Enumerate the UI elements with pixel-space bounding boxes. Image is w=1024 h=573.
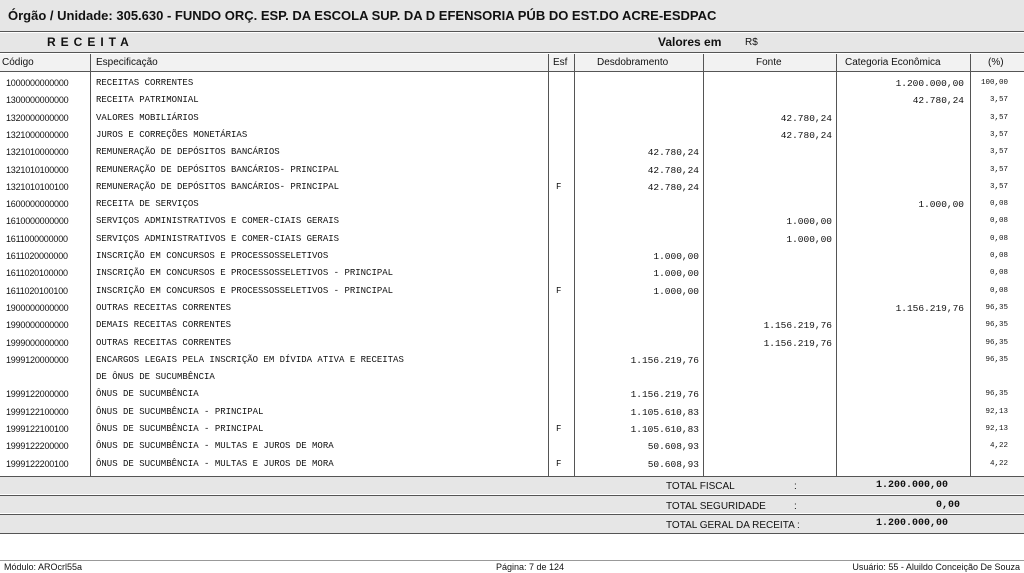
row-especificacao: RECEITA PATRIMONIAL [96,95,199,106]
row-pct: 4,22 [989,442,1008,451]
row-desdobramento: 50.608,93 [647,441,699,453]
row-pct: 0,08 [989,234,1008,243]
row-desdobramento: 42.780,24 [647,164,699,176]
row-desdobramento: 1.000,00 [653,285,699,297]
total-geral-value: 1.200.000,00 [876,518,949,529]
row-especificacao: REMUNERAÇÃO DE DEPÓSITOS BANCÁRIOS [96,147,280,158]
title-prefix: Órgão / Unidade: [8,8,113,23]
row-desdobramento: 42.780,24 [647,181,699,193]
total-seguridade-colon: : [794,501,797,512]
row-especificacao: SERVIÇOS ADMINISTRATIVOS E COMER-CIAIS GERAIS [96,233,340,244]
valores-label: Valores em [658,35,722,49]
row-especificacao: ÔNUS DE SUCUMBÊNCIA [96,389,199,400]
table-row [0,438,1024,455]
table-row [0,162,1024,179]
table-row [0,92,1024,109]
footer-pagina: Página: 7 de 124 [496,562,565,572]
total-fiscal-bar [0,476,1024,494]
table-row [0,75,1024,92]
column-header-codigo: Código [2,57,34,68]
row-code: 1999122000000 [6,389,69,400]
row-especificacao: REMUNERAÇÃO DE DEPÓSITOS BANCÁRIOS- PRINCIPAL [96,181,340,192]
row-desdobramento: 42.780,24 [647,147,699,159]
row-especificacao: INSCRIÇÃO EM CONCURSOS E PROCESSOSSELETIVOS - PRINCIPAL [96,285,394,296]
row-fonte: 1.156.219,76 [763,337,832,349]
row-especificacao: ÔNUS DE SUCUMBÊNCIA - MULTAS E JUROS DE MORA [96,441,334,452]
row-especificacao: INSCRIÇÃO EM CONCURSOS E PROCESSOSSELETIVOS - PRINCIPAL [96,268,394,279]
row-desdobramento: 1.105.610,83 [630,406,699,418]
row-code: 1000000000000 [6,78,69,88]
table-row [0,283,1024,300]
row-esf: F [556,458,562,469]
table-row [0,300,1024,317]
row-especificacao: JUROS E CORREÇÕES MONETÁRIAS [96,129,248,140]
row-code: 1900000000000 [6,302,69,313]
total-geral-bar [0,514,1024,534]
table-row [0,110,1024,127]
row-especificacao: DEMAIS RECEITAS CORRENTES [96,320,232,331]
row-code: 1990000000000 [6,320,69,331]
column-header-categoria: Categoria Econômica [845,57,941,68]
row-pct: 96,35 [985,303,1008,312]
total-seguridade-bar [0,495,1024,513]
row-code: 1999120000000 [6,354,69,365]
row-pct: 0,08 [989,200,1008,209]
row-fonte: 42.780,24 [780,129,832,141]
row-desdobramento: 50.608,93 [647,458,699,470]
table-row [0,386,1024,403]
row-especificacao: VALORES MOBILIÁRIOS [96,112,199,123]
row-pct: 92,13 [985,425,1008,433]
row-fonte: 1.000,00 [786,216,832,228]
footer-divider [0,560,1024,561]
row-desdobramento: 1.156.219,76 [630,354,699,366]
row-pct: 96,35 [985,338,1008,347]
row-code: 1321010000000 [6,147,69,158]
row-pct: 3,57 [989,182,1008,191]
row-pct: 3,57 [989,130,1008,139]
page-title [8,8,716,23]
row-code: 1611020000000 [6,251,68,261]
row-pct: 96,35 [985,355,1008,364]
valores-unit: R$ [745,37,758,48]
row-pct: 4,22 [989,459,1008,468]
row-especificacao: ÔNUS DE SUCUMBÊNCIA - PRINCIPAL [96,424,264,434]
row-fonte: 42.780,24 [780,112,832,124]
row-especificacao: DE ÔNUS DE SUCUMBÊNCIA [96,372,215,383]
title-text: 305.630 - FUNDO ORÇ. ESP. DA ESCOLA SUP. DA D EFENSORIA PÚB DO EST.DO ACRE-ESDPAC [116,8,717,23]
row-code: 1999000000000 [6,337,69,348]
row-pct: 92,13 [985,407,1008,416]
row-code: 1321000000000 [6,129,69,140]
row-especificacao: ÔNUS DE SUCUMBÊNCIA - MULTAS E JUROS DE MORA [96,458,334,469]
table-row [0,144,1024,161]
row-pct: 0,08 [989,217,1008,226]
row-pct: 0,08 [989,286,1008,295]
column-header-desdobramento: Desdobramento [597,57,669,68]
column-header-esf: Esf [553,57,568,68]
row-esf: F [556,181,562,192]
row-especificacao: RECEITAS CORRENTES [96,78,194,88]
row-code: 1321010100000 [6,164,69,175]
row-especificacao: ENCARGOS LEGAIS PELA INSCRIÇÃO EM DÍVIDA ATIVA E RECEITAS [96,354,404,365]
row-pct: 0,08 [989,252,1008,260]
table-row [0,127,1024,144]
total-seguridade-value: 0,00 [936,500,961,511]
row-code: 1999122200100 [6,458,69,469]
row-especificacao: REMUNERAÇÃO DE DEPÓSITOS BANCÁRIOS- PRINCIPAL [96,164,340,175]
row-code: 1611000000000 [6,233,68,244]
row-pct: 0,08 [989,269,1008,278]
row-code: 1321010100100 [6,181,69,192]
row-categoria: 42.780,24 [912,95,964,107]
row-esf: F [556,424,562,434]
table-row [0,352,1024,369]
total-fiscal-value: 1.200.000,00 [876,480,949,491]
row-desdobramento: 1.000,00 [653,268,699,280]
table-row [0,335,1024,352]
footer-usuario: Usuário: 55 - Aluildo Conceição De Souza [852,562,1020,572]
section-label: RECEITA [47,35,134,49]
table-row [0,317,1024,334]
row-code: 1999122200000 [6,441,69,452]
row-pct: 3,57 [989,165,1008,174]
row-especificacao: ÔNUS DE SUCUMBÊNCIA - PRINCIPAL [96,406,264,417]
row-code: 1300000000000 [6,95,69,106]
row-categoria: 1.156.219,76 [895,302,964,314]
row-code: 1611020100100 [6,285,68,296]
row-especificacao: SERVIÇOS ADMINISTRATIVOS E COMER-CIAIS GERAIS [96,216,340,227]
row-categoria: 1.200.000,00 [895,78,964,89]
table-row [0,179,1024,196]
total-fiscal-label: TOTAL FISCAL [666,481,735,492]
row-code: 1999122100000 [6,406,69,417]
row-code: 1610000000000 [6,216,69,227]
row-especificacao: INSCRIÇÃO EM CONCURSOS E PROCESSOSSELETIVOS [96,251,329,261]
table-row [0,369,1024,386]
column-header-pct: (%) [988,57,1004,68]
row-fonte: 1.000,00 [786,233,832,245]
row-code: 1320000000000 [6,112,69,123]
column-header-fonte: Fonte [756,57,782,68]
row-esf: F [556,285,562,296]
row-categoria: 1.000,00 [918,199,964,211]
row-pct: 3,57 [989,113,1008,122]
total-geral-label: TOTAL GERAL DA RECEITA : [666,520,800,531]
row-code: 1999122100100 [6,424,69,434]
table-row [0,231,1024,248]
row-pct: 100,00 [980,79,1008,87]
table-row [0,248,1024,265]
row-pct: 96,35 [985,390,1008,399]
row-pct: 3,57 [989,148,1008,157]
table-row [0,265,1024,282]
row-code: 1611020100000 [6,268,68,279]
row-especificacao: RECEITA DE SERVIÇOS [96,199,199,210]
row-fonte: 1.156.219,76 [763,320,832,332]
row-especificacao: OUTRAS RECEITAS CORRENTES [96,302,232,313]
row-code: 1600000000000 [6,199,69,210]
table-row [0,213,1024,230]
table-row [0,421,1024,438]
row-pct: 96,35 [985,321,1008,330]
section-bar [0,33,1024,53]
table-row [0,196,1024,213]
row-especificacao: OUTRAS RECEITAS CORRENTES [96,337,232,348]
table-row [0,456,1024,473]
total-fiscal-colon: : [794,481,797,492]
row-desdobramento: 1.105.610,83 [630,424,699,435]
row-desdobramento: 1.156.219,76 [630,389,699,401]
footer-modulo: Módulo: AROcrl55a [4,562,83,572]
row-desdobramento: 1.000,00 [653,251,699,262]
table-row [0,404,1024,421]
total-seguridade-label: TOTAL SEGURIDADE [666,501,766,512]
column-header-especificacao: Especificação [96,57,158,68]
row-pct: 3,57 [989,96,1008,105]
